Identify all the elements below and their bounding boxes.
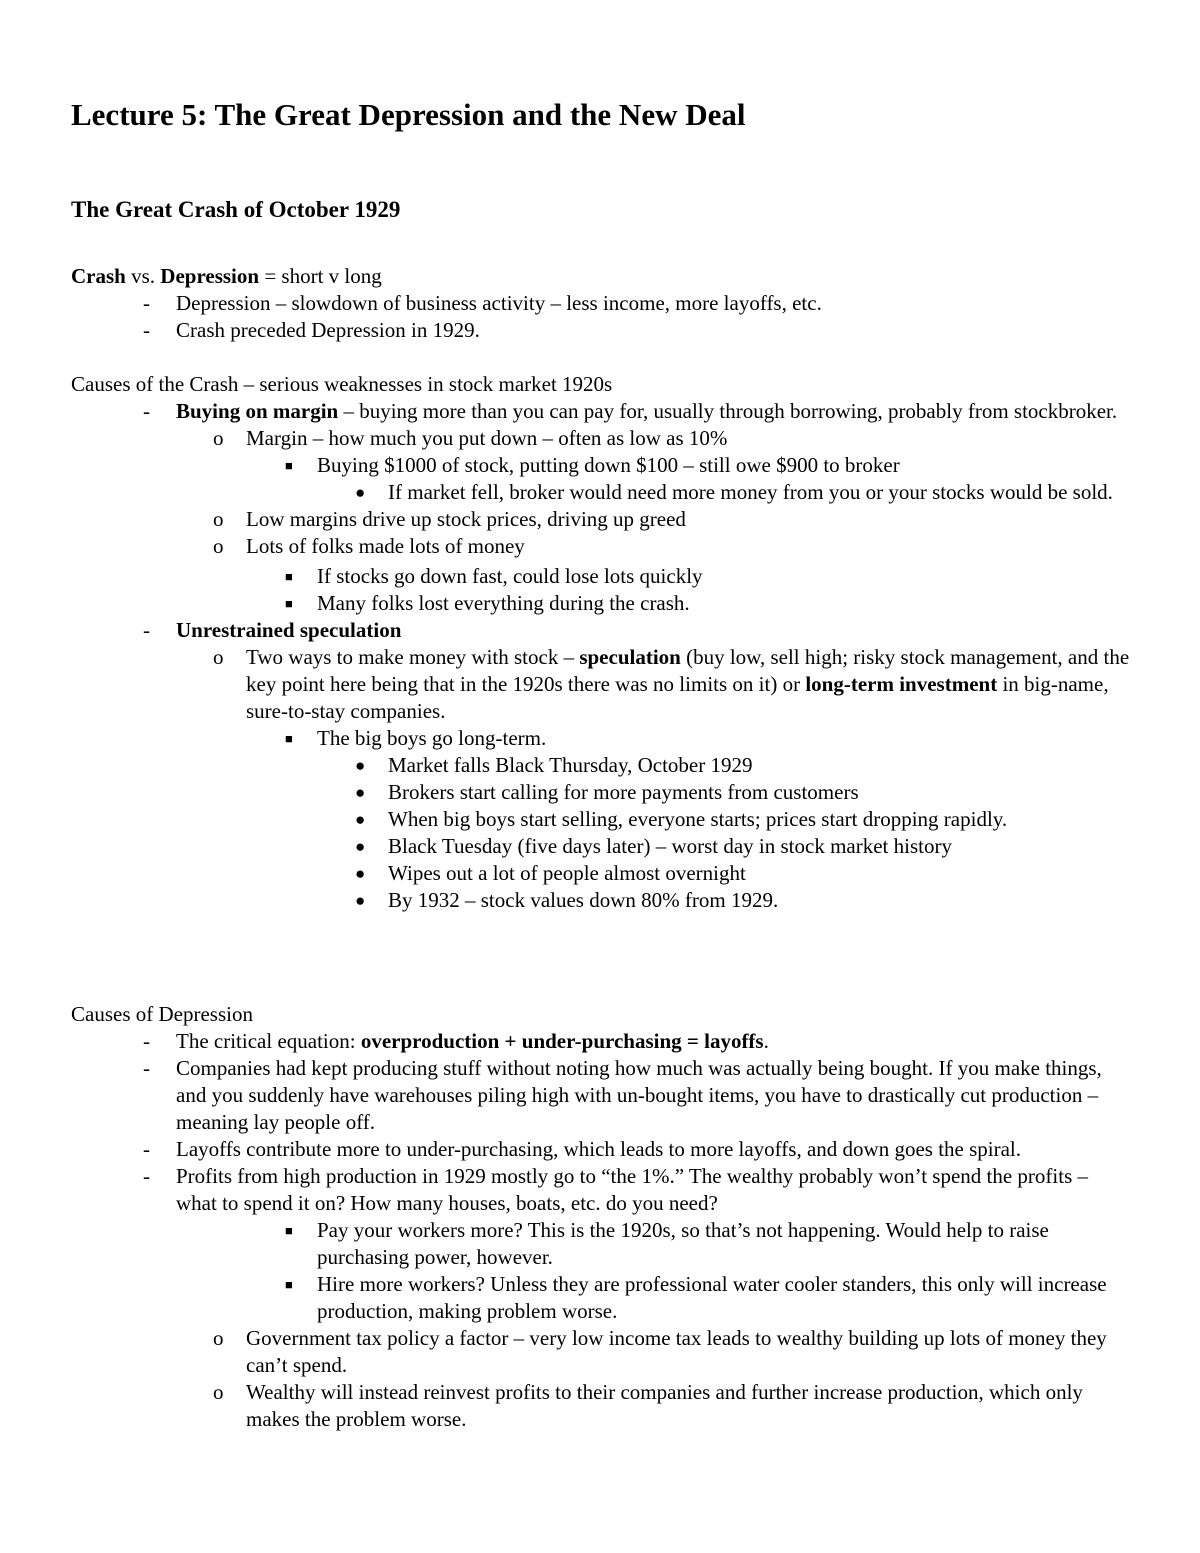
list-item (71, 317, 1130, 344)
square-bullet: ■ (285, 1277, 293, 1292)
item-text: Market falls Black Thursday, October 1929 (388, 753, 753, 777)
dot-bullet: ● (355, 864, 366, 883)
list-item (71, 779, 1130, 806)
circle-bullet: o (213, 426, 224, 450)
item-text: Lots of folks made lots of money (246, 534, 525, 558)
circle-bullet: o (213, 1380, 224, 1404)
circle-bullet: o (213, 507, 224, 531)
item-text: Many folks lost everything during the crash. (317, 591, 690, 615)
item-text: Brokers start calling for more payments from customers (388, 780, 859, 804)
list-item (71, 1217, 1130, 1271)
dot-bullet: ● (355, 891, 366, 910)
causes-crash-heading: Causes of the Crash – serious weaknesses in stock market 1920s (71, 372, 613, 396)
list-item (71, 617, 1130, 644)
circle-bullet: o (213, 1326, 224, 1350)
list-item (71, 860, 1130, 887)
square-bullet: ■ (285, 569, 293, 584)
term-depression: Depression (160, 264, 260, 288)
list-item (71, 290, 1130, 317)
item-text: If stocks go down fast, could lose lots quickly (317, 564, 703, 588)
dash-bullet: - (143, 1029, 150, 1053)
item-text: If market fell, broker would need more money from you or your stocks would be sold. (388, 480, 1113, 504)
section-heading: The Great Crash of October 1929 (71, 197, 401, 222)
crash-vs-line (71, 263, 1130, 290)
page-title: Lecture 5: The Great Depression and the New Deal (71, 97, 746, 132)
item-text: Crash preceded Depression in 1929. (176, 318, 480, 342)
square-bullet: ■ (285, 1223, 293, 1238)
dot-bullet: ● (355, 483, 366, 502)
circle-bullet: o (213, 534, 224, 558)
item-text: Layoffs contribute more to under-purchasing, which leads to more layoffs, and down goes the spiral. (176, 1137, 1022, 1161)
dot-bullet: ● (355, 810, 366, 829)
list-item (71, 479, 1130, 506)
term-critical-equation: overproduction + under-purchasing = layoffs (360, 1029, 764, 1053)
dash-bullet: - (143, 618, 150, 642)
list-item (71, 1028, 1130, 1055)
item-text: By 1932 – stock values down 80% from 1929. (388, 888, 779, 912)
list-item (71, 398, 1130, 425)
dash-bullet: - (143, 399, 150, 423)
item-text: When big boys start selling, everyone starts; prices start dropping rapidly. (388, 807, 1008, 831)
list-item (71, 806, 1130, 833)
item-text: Two ways to make money with stock – (246, 645, 580, 669)
list-item (71, 506, 1130, 533)
list-item (71, 1136, 1130, 1163)
item-text: The critical equation: (176, 1029, 361, 1053)
item-text: Companies had kept producing stuff without noting how much was actually being bought. If you make things, and you suddenly have warehouses piling high with un-bought items, you have to drastically cut production – meaning lay people off. (176, 1056, 1102, 1134)
list-item (71, 425, 1130, 452)
list-item (71, 644, 1130, 725)
item-text: (buy low, sell high; risky stock management, and the key point here being that in the 1920s there was no limits on it) or (246, 645, 1130, 696)
term-unrestrained-speculation: Unrestrained speculation (176, 618, 402, 642)
dot-bullet: ● (355, 783, 366, 802)
circle-bullet: o (213, 645, 224, 669)
item-text: Low margins drive up stock prices, driving up greed (246, 507, 686, 531)
dash-bullet: - (143, 1056, 150, 1080)
item-text: Hire more workers? Unless they are professional water cooler standers, this only will increase production, making problem worse. (317, 1272, 1107, 1323)
square-bullet: ■ (285, 458, 293, 473)
dash-bullet: - (143, 1137, 150, 1161)
item-text: Profits from high production in 1929 mostly go to “the 1%.” The wealthy probably won’t spend the profits – what to spend it on? How many houses, boats, etc. do you need? (176, 1164, 1089, 1215)
list-item (71, 1325, 1130, 1379)
item-text: The big boys go long-term. (317, 726, 547, 750)
dash-bullet: - (143, 1164, 150, 1188)
list-item (71, 833, 1130, 860)
item-text: – buying more than you can pay for, usually through borrowing, probably from stockbroker. (338, 399, 1118, 423)
term-buying-on-margin: Buying on margin (176, 399, 339, 423)
list-item (71, 1163, 1130, 1217)
square-bullet: ■ (285, 596, 293, 611)
list-item (71, 887, 1130, 914)
text-short-long: = short v long (259, 264, 382, 288)
item-text: Government tax policy a factor – very low income tax leads to wealthy building up lots of money they can’t spend. (246, 1326, 1107, 1377)
dot-bullet: ● (355, 837, 366, 856)
dash-bullet: - (143, 291, 150, 315)
item-text: Margin – how much you put down – often as low as 10% (246, 426, 728, 450)
dot-bullet: ● (355, 756, 366, 775)
list-item (71, 725, 1130, 752)
item-text: Black Tuesday (five days later) – worst day in stock market history (388, 834, 952, 858)
crash-vs-depression (71, 263, 1130, 344)
term-crash: Crash (71, 264, 126, 288)
item-text: in big-name, sure-to-stay companies. (246, 672, 1109, 723)
dash-bullet: - (143, 318, 150, 342)
square-bullet: ■ (285, 731, 293, 746)
item-text: Wealthy will instead reinvest profits to their companies and further increase production, which only makes the problem worse. (246, 1380, 1083, 1431)
item-text: Depression – slowdown of business activity – less income, more layoffs, etc. (176, 291, 822, 315)
list-item (71, 1379, 1130, 1433)
term-long-term-investment: long-term investment (805, 672, 998, 696)
item-text: Wipes out a lot of people almost overnight (388, 861, 746, 885)
item-text: Buying $1000 of stock, putting down $100 – still owe $900 to broker (317, 453, 900, 477)
causes-of-crash (71, 371, 1130, 914)
list-item (71, 563, 1130, 590)
item-text: Pay your workers more? This is the 1920s, so that’s not happening. Would help to raise purchasing power, however. (317, 1218, 1049, 1269)
list-item (71, 452, 1130, 479)
causes-depression-heading: Causes of Depression (71, 1002, 253, 1026)
item-text: . (763, 1029, 769, 1053)
list-item (71, 1055, 1130, 1136)
list-item (71, 590, 1130, 617)
list-item (71, 752, 1130, 779)
list-item (71, 533, 1130, 560)
term-speculation: speculation (579, 645, 681, 669)
causes-of-depression (71, 1001, 1130, 1433)
list-item (71, 1271, 1130, 1325)
text-vs: vs. (125, 264, 161, 288)
